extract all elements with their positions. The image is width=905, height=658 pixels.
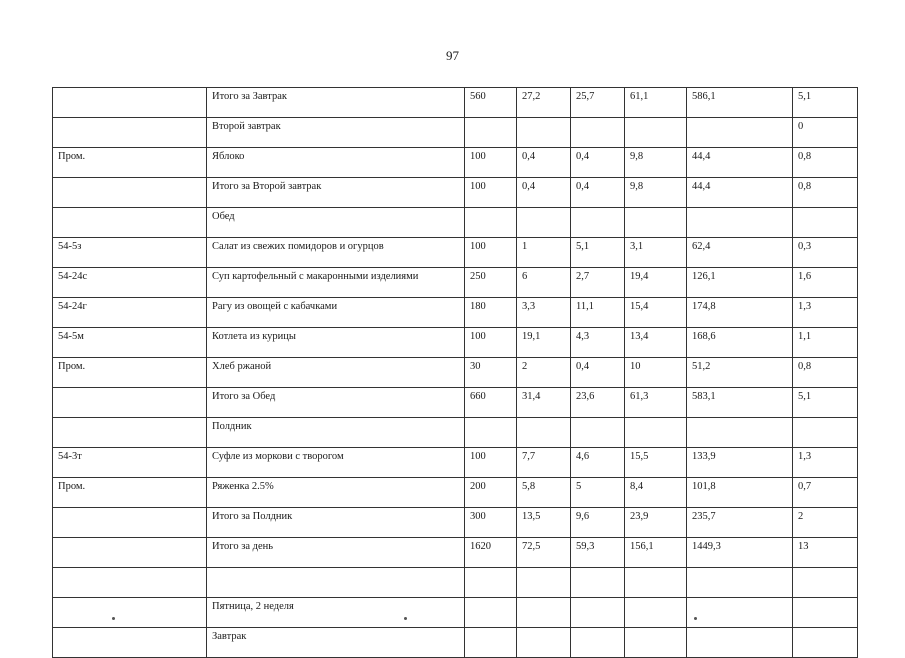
energy-cell [687, 118, 793, 148]
dish-name-cell: Ряженка 2.5% [207, 478, 465, 508]
fat-cell [571, 208, 625, 238]
energy-cell: 586,1 [687, 88, 793, 118]
output-cell [465, 628, 517, 658]
recipe-code-cell [53, 178, 207, 208]
energy-cell: 62,4 [687, 238, 793, 268]
energy-cell [687, 568, 793, 598]
energy-cell: 1449,3 [687, 538, 793, 568]
carbs-cell [625, 568, 687, 598]
dish-name-cell: Котлета из курицы [207, 328, 465, 358]
output-cell: 100 [465, 148, 517, 178]
protein-cell [517, 208, 571, 238]
menu-table-body [53, 88, 858, 658]
output-cell [465, 118, 517, 148]
energy-cell: 51,2 [687, 358, 793, 388]
dish-name-cell: Суфле из моркови с творогом [207, 448, 465, 478]
dish-name-cell: Итого за Второй завтрак [207, 178, 465, 208]
recipe-code-cell [53, 508, 207, 538]
protein-cell [517, 418, 571, 448]
vitamin-c-cell [793, 628, 858, 658]
output-cell: 660 [465, 388, 517, 418]
fat-cell: 2,7 [571, 268, 625, 298]
fat-cell: 5 [571, 478, 625, 508]
table-row [53, 298, 858, 328]
table-row [53, 238, 858, 268]
table-row [53, 148, 858, 178]
protein-cell: 7,7 [517, 448, 571, 478]
vitamin-c-cell: 5,1 [793, 88, 858, 118]
carbs-cell: 15,5 [625, 448, 687, 478]
table-row [53, 178, 858, 208]
output-cell [465, 418, 517, 448]
vitamin-c-cell: 1,1 [793, 328, 858, 358]
dish-name-cell: Полдник [207, 418, 465, 448]
fat-cell: 25,7 [571, 88, 625, 118]
recipe-code-cell: 54-3т [53, 448, 207, 478]
energy-cell: 44,4 [687, 178, 793, 208]
table-row [53, 208, 858, 238]
table-row [53, 268, 858, 298]
protein-cell [517, 118, 571, 148]
dish-name-cell: Салат из свежих помидоров и огурцов [207, 238, 465, 268]
protein-cell: 3,3 [517, 298, 571, 328]
fat-cell [571, 568, 625, 598]
vitamin-c-cell [793, 208, 858, 238]
energy-cell: 133,9 [687, 448, 793, 478]
recipe-code-cell: 54-5м [53, 328, 207, 358]
carbs-cell: 10 [625, 358, 687, 388]
protein-cell [517, 568, 571, 598]
table-row [53, 358, 858, 388]
fat-cell [571, 118, 625, 148]
energy-cell: 174,8 [687, 298, 793, 328]
output-cell: 200 [465, 478, 517, 508]
table-row [53, 418, 858, 448]
energy-cell: 44,4 [687, 148, 793, 178]
vitamin-c-cell: 0,8 [793, 358, 858, 388]
output-cell: 100 [465, 178, 517, 208]
protein-cell: 5,8 [517, 478, 571, 508]
recipe-code-cell [53, 628, 207, 658]
output-cell: 100 [465, 448, 517, 478]
energy-cell: 235,7 [687, 508, 793, 538]
fat-cell: 9,6 [571, 508, 625, 538]
table-row [53, 328, 858, 358]
protein-cell: 6 [517, 268, 571, 298]
output-cell [465, 208, 517, 238]
dish-name-cell: Итого за Завтрак [207, 88, 465, 118]
table-row [53, 478, 858, 508]
fat-cell [571, 628, 625, 658]
vitamin-c-cell: 5,1 [793, 388, 858, 418]
energy-cell [687, 628, 793, 658]
vitamin-c-cell [793, 418, 858, 448]
carbs-cell [625, 208, 687, 238]
carbs-cell: 15,4 [625, 298, 687, 328]
energy-cell: 168,6 [687, 328, 793, 358]
protein-cell: 1 [517, 238, 571, 268]
scan-speck [694, 617, 697, 620]
vitamin-c-cell: 13 [793, 538, 858, 568]
recipe-code-cell: 54-5з [53, 238, 207, 268]
recipe-code-cell: Пром. [53, 148, 207, 178]
dish-name-cell: Итого за Обед [207, 388, 465, 418]
carbs-cell: 61,1 [625, 88, 687, 118]
energy-cell: 101,8 [687, 478, 793, 508]
fat-cell: 4,6 [571, 448, 625, 478]
recipe-code-cell: 54-24г [53, 298, 207, 328]
carbs-cell [625, 418, 687, 448]
output-cell: 250 [465, 268, 517, 298]
carbs-cell: 9,8 [625, 178, 687, 208]
carbs-cell: 23,9 [625, 508, 687, 538]
recipe-code-cell [53, 538, 207, 568]
protein-cell: 0,4 [517, 178, 571, 208]
fat-cell: 59,3 [571, 538, 625, 568]
vitamin-c-cell: 0,8 [793, 148, 858, 178]
protein-cell: 27,2 [517, 88, 571, 118]
dish-name-cell: Пятница, 2 неделя [207, 598, 465, 628]
energy-cell: 583,1 [687, 388, 793, 418]
table-row [53, 118, 858, 148]
table-row [53, 508, 858, 538]
vitamin-c-cell: 0,7 [793, 478, 858, 508]
output-cell: 1620 [465, 538, 517, 568]
output-cell: 180 [465, 298, 517, 328]
vitamin-c-cell: 1,3 [793, 298, 858, 328]
output-cell: 100 [465, 328, 517, 358]
recipe-code-cell [53, 88, 207, 118]
protein-cell: 2 [517, 358, 571, 388]
vitamin-c-cell: 1,3 [793, 448, 858, 478]
fat-cell: 11,1 [571, 298, 625, 328]
protein-cell: 19,1 [517, 328, 571, 358]
carbs-cell: 13,4 [625, 328, 687, 358]
carbs-cell: 8,4 [625, 478, 687, 508]
energy-cell [687, 208, 793, 238]
table-row [53, 538, 858, 568]
recipe-code-cell [53, 568, 207, 598]
dish-name-cell: Хлеб ржаной [207, 358, 465, 388]
carbs-cell: 156,1 [625, 538, 687, 568]
fat-cell: 0,4 [571, 358, 625, 388]
page-number: 97 [446, 48, 459, 63]
carbs-cell: 3,1 [625, 238, 687, 268]
table-row [53, 568, 858, 598]
scan-speck [112, 617, 115, 620]
protein-cell [517, 628, 571, 658]
protein-cell: 13,5 [517, 508, 571, 538]
dish-name-cell: Яблоко [207, 148, 465, 178]
dish-name-cell: Итого за день [207, 538, 465, 568]
carbs-cell: 19,4 [625, 268, 687, 298]
protein-cell: 72,5 [517, 538, 571, 568]
recipe-code-cell [53, 208, 207, 238]
vitamin-c-cell: 0 [793, 118, 858, 148]
carbs-cell [625, 118, 687, 148]
protein-cell: 0,4 [517, 148, 571, 178]
fat-cell: 23,6 [571, 388, 625, 418]
energy-cell: 126,1 [687, 268, 793, 298]
scan-speck [404, 617, 407, 620]
output-cell: 560 [465, 88, 517, 118]
table-row [53, 628, 858, 658]
protein-cell: 31,4 [517, 388, 571, 418]
fat-cell [571, 418, 625, 448]
carbs-cell: 61,3 [625, 388, 687, 418]
vitamin-c-cell [793, 568, 858, 598]
vitamin-c-cell: 0,8 [793, 178, 858, 208]
fat-cell: 0,4 [571, 148, 625, 178]
dish-name-cell [207, 568, 465, 598]
fat-cell: 5,1 [571, 238, 625, 268]
output-cell: 100 [465, 238, 517, 268]
scan-marks [0, 617, 905, 627]
dish-name-cell: Второй завтрак [207, 118, 465, 148]
dish-name-cell: Обед [207, 208, 465, 238]
recipe-code-cell: Пром. [53, 478, 207, 508]
output-cell [465, 568, 517, 598]
dish-name-cell: Суп картофельный с макаронными изделиями [207, 268, 465, 298]
table-row [53, 88, 858, 118]
vitamin-c-cell: 0,3 [793, 238, 858, 268]
recipe-code-cell [53, 418, 207, 448]
output-cell: 300 [465, 508, 517, 538]
fat-cell: 0,4 [571, 178, 625, 208]
vitamin-c-cell: 1,6 [793, 268, 858, 298]
vitamin-c-cell: 2 [793, 508, 858, 538]
energy-cell [687, 418, 793, 448]
output-cell: 30 [465, 358, 517, 388]
menu-table [52, 87, 858, 658]
table-row [53, 448, 858, 478]
dish-name-cell: Завтрак [207, 628, 465, 658]
table-row [53, 388, 858, 418]
recipe-code-cell [53, 388, 207, 418]
dish-name-cell: Рагу из овощей с кабачками [207, 298, 465, 328]
recipe-code-cell [53, 118, 207, 148]
fat-cell: 4,3 [571, 328, 625, 358]
dish-name-cell: Итого за Полдник [207, 508, 465, 538]
recipe-code-cell: Пром. [53, 358, 207, 388]
carbs-cell: 9,8 [625, 148, 687, 178]
carbs-cell [625, 628, 687, 658]
recipe-code-cell: 54-24с [53, 268, 207, 298]
